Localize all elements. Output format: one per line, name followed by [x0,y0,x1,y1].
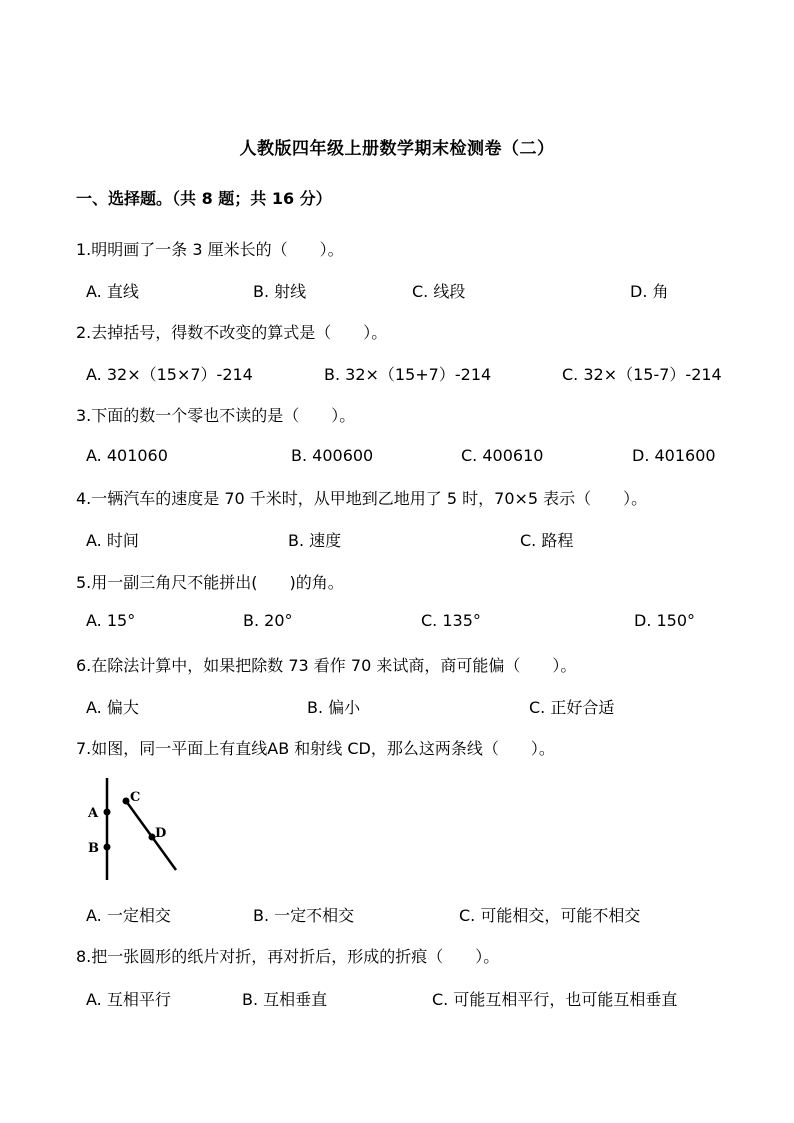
q5-option-c[interactable]: C. 135° [421,611,481,630]
point-b [104,844,111,851]
section-heading: 一、选择题。（共 8 题；共 16 分） [76,189,332,208]
q1-option-d[interactable]: D. 角 [630,282,669,301]
q1-option-b[interactable]: B. 射线 [253,282,307,301]
q7-option-a[interactable]: A. 一定相交 [86,906,171,925]
question-6: 6.在除法计算中，如果把除数 73 看作 70 来试商，商可能偏（ ）。 [76,656,577,675]
q8-option-a[interactable]: A. 互相平行 [86,990,171,1009]
q1-option-a[interactable]: A. 直线 [86,282,139,301]
question-4: 4.一辆汽车的速度是 70 千米时，从甲地到乙地用了 5 时，70×5 表示（ ）。 [76,489,648,508]
q4-option-a[interactable]: A. 时间 [86,531,139,550]
page-title: 人教版四年级上册数学期末检测卷（二） [239,139,555,159]
question-5: 5.用一副三角尺不能拼出( )的角。 [76,573,344,592]
q6-option-c[interactable]: C. 正好合适 [529,698,615,717]
q3-option-a[interactable]: A. 401060 [86,446,168,465]
q2-option-b[interactable]: B. 32×（15+7）-214 [324,365,492,384]
q7-option-c[interactable]: C. 可能相交，可能不相交 [459,906,641,925]
q5-option-a[interactable]: A. 15° [86,611,136,630]
q3-option-d[interactable]: D. 401600 [632,446,716,465]
q5-option-d[interactable]: D. 150° [634,611,696,630]
point-a [104,809,111,816]
q6-option-b[interactable]: B. 偏小 [307,698,361,717]
q8-option-c[interactable]: C. 可能互相平行，也可能互相垂直 [432,990,678,1009]
question-3: 3.下面的数一个零也不读的是（ ）。 [76,406,356,425]
label-a: A [88,806,99,821]
q4-option-c[interactable]: C. 路程 [520,531,574,550]
q3-option-b[interactable]: B. 400600 [291,446,374,465]
q5-option-b[interactable]: B. 20° [243,611,293,630]
question-1: 1.明明画了一条 3 厘米长的（ ）。 [76,240,344,259]
q2-option-c[interactable]: C. 32×（15-7）-214 [562,365,722,384]
label-c: C [130,790,141,805]
question-7: 7.如图，同一平面上有直线AB 和射线 CD，那么这两条线（ ）。 [76,739,555,758]
q6-option-a[interactable]: A. 偏大 [86,698,139,717]
q7-option-b[interactable]: B. 一定不相交 [253,906,355,925]
question-2: 2.去掉括号，得数不改变的算式是（ ）。 [76,323,388,342]
q3-option-c[interactable]: C. 400610 [461,446,544,465]
q4-option-b[interactable]: B. 速度 [288,531,342,550]
q1-option-c[interactable]: C. 线段 [412,282,466,301]
q2-option-a[interactable]: A. 32×（15×7）-214 [86,365,253,384]
q8-option-b[interactable]: B. 互相垂直 [242,990,328,1009]
label-d: D [155,826,167,841]
point-c [123,798,130,805]
label-b: B [88,841,99,856]
question-8: 8.把一张圆形的纸片对折，再对折后，形成的折痕（ ）。 [76,947,500,966]
line-ray-figure [80,776,190,886]
